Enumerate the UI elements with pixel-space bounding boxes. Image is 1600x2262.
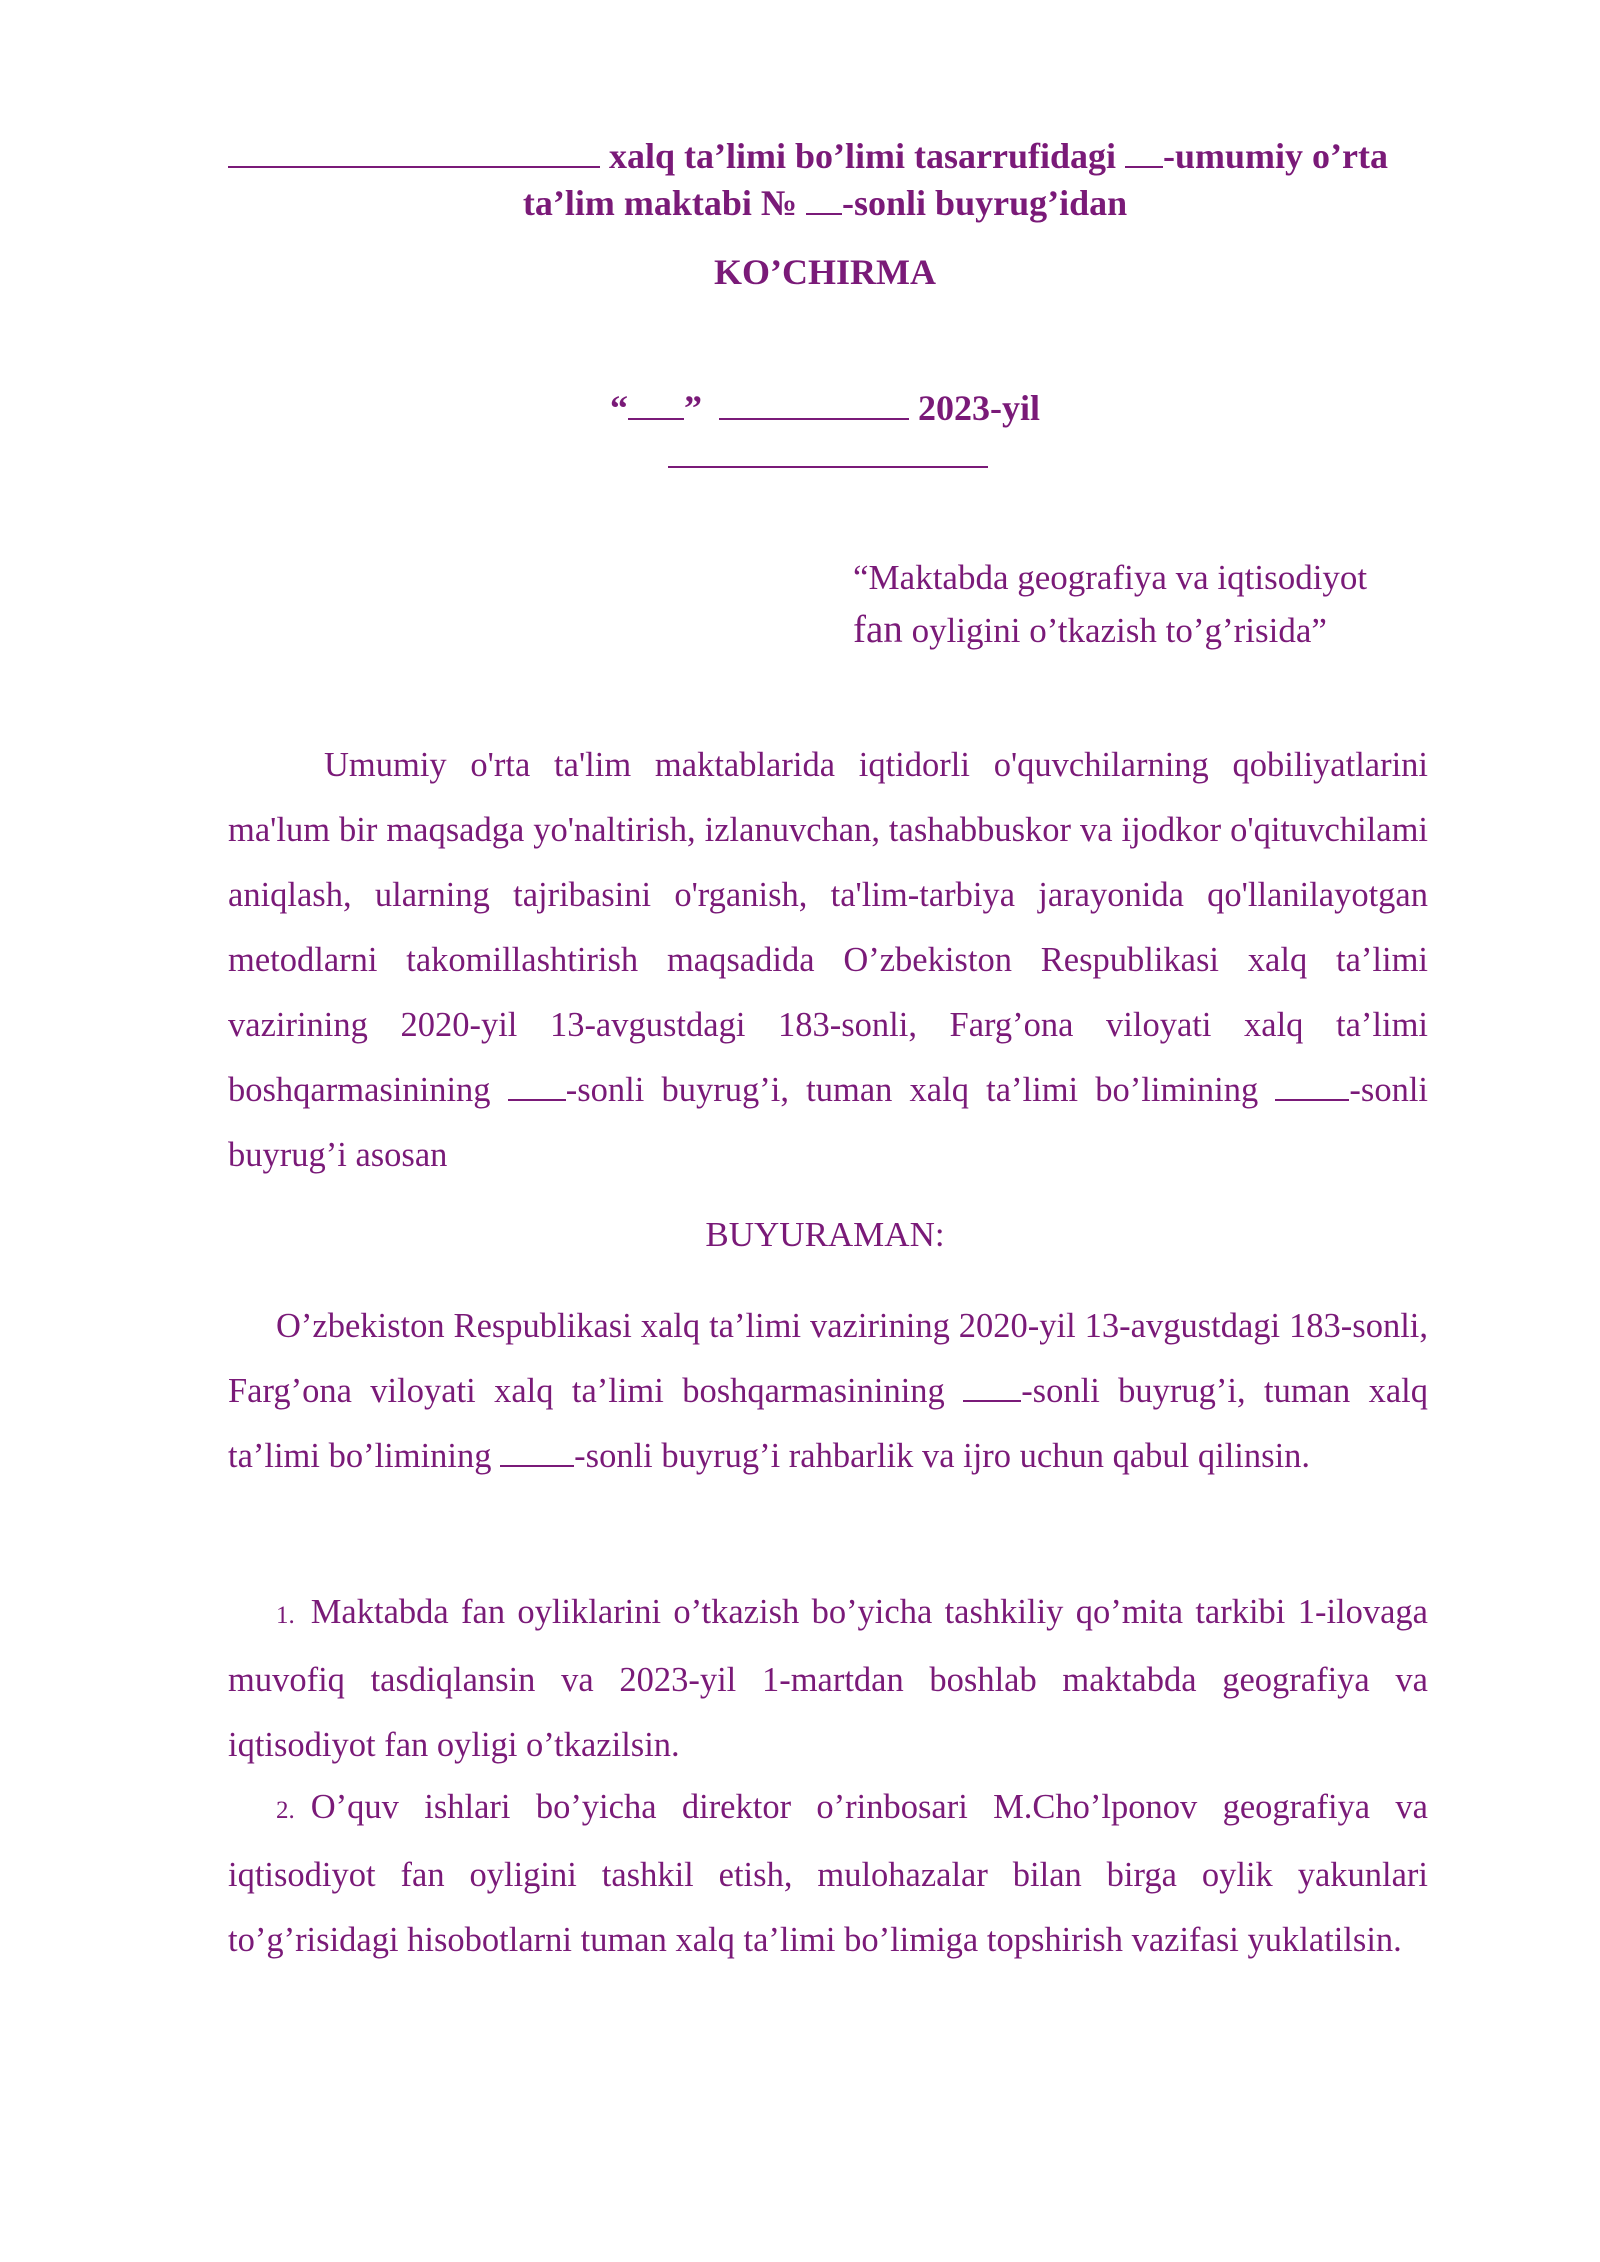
header-line-2-suffix: -sonli buyrug’idan	[842, 183, 1128, 223]
date-line	[0, 385, 1600, 431]
order-item-2-text: O’quv ishlari bo’yicha direktor o’rinbosari M.Cho’lponov geografiya va iqtisodiyot fan oyligini tashkil etish, mulohazalar bilan birga oylik yakunlari to’g’risidagi hisobotlarni tuman xalq ta’limi bo’limiga topshirish vazifasi yuklatilsin.	[228, 1788, 1428, 1959]
order-paragraph	[228, 1294, 1428, 1489]
district-order-blank	[1275, 1069, 1349, 1101]
subject-line-2-big: fan	[853, 608, 903, 651]
order-item-1-text: Maktabda fan oyliklarini o’tkazish bo’yicha tashkiliy qo’mita tarkibi 1-ilovaga muvofiq tasdiqlansin va 2023-yil 1-martdan boshlab maktabda geografiya va iqtisodiyot fan oyligi o’tkazilsin.	[228, 1593, 1428, 1764]
order-number-blank	[806, 183, 842, 215]
month-blank	[719, 388, 909, 420]
header-line-2-prefix: ta’lim maktabi №	[522, 183, 798, 223]
order-heading: BUYURAMAN:	[705, 1215, 945, 1254]
header-line-1	[228, 133, 1428, 179]
order-text-a: O’zbekiston Respublikasi xalq ta’limi vazirining 2020-yil 13-avgustdagi 183-sonli, Farg’ona viloyati xalq ta’limi boshqarmasinining	[228, 1307, 1428, 1410]
header-line-1-suffix: -umumiy o’rta	[1163, 136, 1388, 176]
order-item-2-number: 2.	[276, 1797, 295, 1824]
date-open-quote: “	[610, 388, 628, 428]
order-text-c: -sonli buyrug’i rahbarlik va ijro uchun qabul qilinsin.	[574, 1437, 1311, 1475]
day-blank	[628, 388, 684, 420]
header-line-2	[0, 180, 1600, 226]
date-year: 2023-yil	[918, 388, 1040, 428]
region-order-blank-2	[963, 1370, 1021, 1402]
preamble-text-b: -sonli buyrug’i, tuman xalq ta’limi bo’limining	[565, 1071, 1276, 1109]
order-item-2	[228, 1775, 1428, 1973]
subject-line-2	[853, 604, 1433, 657]
preamble-text-c: -sonli buyrug’i asosan	[228, 1071, 1429, 1174]
date-close-quote: ”	[684, 388, 702, 428]
district-order-blank-2	[500, 1435, 574, 1467]
place-blank-line	[668, 466, 988, 468]
school-number-blank	[1125, 136, 1163, 168]
document-title: KO’CHIRMA	[714, 252, 936, 292]
subject-line-1: “Maktabda geografiya va iqtisodiyot	[853, 558, 1368, 597]
order-text-b: -sonli buyrug’i, tuman xalq ta’limi bo’limining	[228, 1372, 1428, 1475]
order-item-1	[228, 1580, 1428, 1778]
school-district-blank	[228, 136, 600, 168]
order-subject	[853, 552, 1433, 657]
region-order-blank	[508, 1069, 566, 1101]
subject-line-2-rest: oyligini o’tkazish to’g’risida”	[902, 611, 1327, 650]
preamble-text-a: Umumiy o'rta ta'lim maktablarida iqtidorli o'quvchilarning qobiliyatlarini ma'lum bir maqsadga yo'naltirish, izlanuvchan, tashabbuskor va ijodkor o'qituvchilami aniqlash, ularning tajribasini o'rganish, ta'lim-tarbiya jarayonida qo'llanilayotgan metodlarni takomillashtirish maqsadida O’zbekiston Respublikasi xalq ta’limi vazirining 2020-yil 13-avgustdagi 183-sonli, Farg’ona viloyati xalq ta’limi boshqarmasinining	[228, 746, 1428, 1109]
header-line-1-text: xalq ta’limi bo’limi tasarrufidagi	[609, 136, 1116, 176]
preamble-paragraph	[228, 733, 1428, 1188]
order-item-1-number: 1.	[276, 1602, 295, 1629]
